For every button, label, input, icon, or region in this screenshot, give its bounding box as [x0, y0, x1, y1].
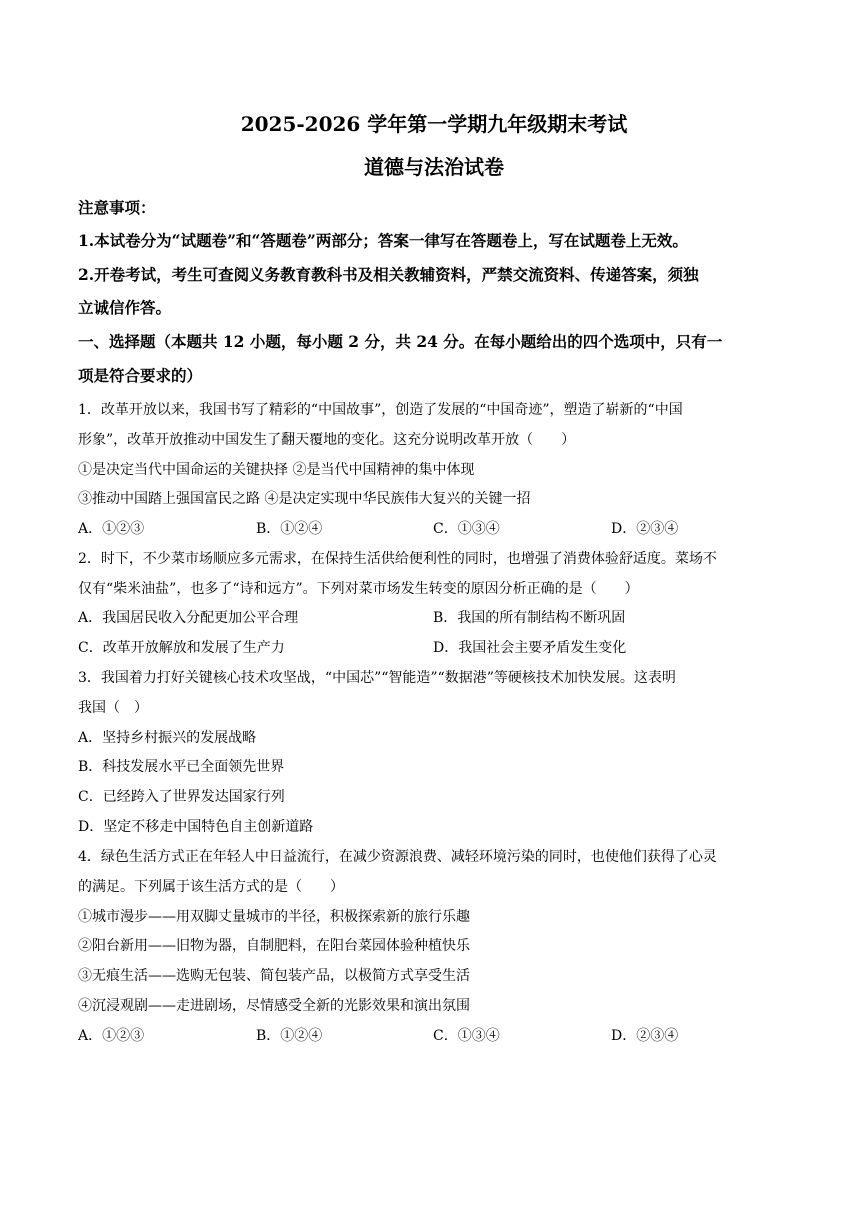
notes-item-1: 1.本试卷分为“试题卷”和“答题卷”两部分；答案一律写在答题卷上，写在试题卷上无效。 [78, 231, 688, 250]
q2-option-b[interactable]: B．我国的所有制结构不断巩固 [433, 610, 626, 626]
q2-option-d[interactable]: D．我国社会主要矛盾发生变化 [433, 640, 627, 656]
q2-stem-line-2: 仅有“柴米油盐”，也多了“诗和远方”。下列对菜市场发生转变的原因分析正确的是（ ） [78, 581, 639, 597]
q2-stem-line-1: 2．时下，不少菜市场顺应多元需求，在保持生活供给便利性的同时，也增强了消费体验舒适度。菜场不 [78, 551, 717, 567]
q4-stem-line-2: 的满足。下列属于该生活方式的是（ ） [78, 879, 344, 895]
q4-option-c[interactable]: C．①③④ [433, 1028, 500, 1044]
q1-statements-2: ③推动中国踏上强国富民之路 ④是决定实现中华民族伟大复兴的关键一招 [78, 491, 531, 507]
q4-stem-line-1: 4．绿色生活方式正在年轻人中日益流行，在减少资源浪费、减轻环境污染的同时，也使他们获得了心灵 [78, 849, 717, 865]
q4-option-a[interactable]: A．①②③ [78, 1028, 145, 1044]
q1-stem-line-1: 1．改革开放以来，我国书写了精彩的“中国故事”，创造了发展的“中国奇迹”，塑造了崭新的“中国 [78, 402, 683, 418]
q3-option-a[interactable]: A．坚持乡村振兴的发展战略 [78, 730, 257, 746]
notes-item-2-line-2: 立诚信作答。 [78, 298, 172, 317]
q1-statements-1: ①是决定当代中国命运的关键抉择 ②是当代中国精神的集中体现 [78, 462, 475, 478]
q1-option-c[interactable]: C．①③④ [433, 521, 500, 537]
q2-option-a[interactable]: A．我国居民收入分配更加公平合理 [78, 610, 299, 626]
section-heading-line-1: 一、选择题（本题共 12 小题，每小题 2 分，共 24 分。在每小题给出的四个选项中，只有一 [78, 332, 723, 351]
q4-statement-3: ③无痕生活——选购无包装、简包装产品，以极简方式享受生活 [78, 968, 470, 984]
q4-statement-1: ①城市漫步——用双脚丈量城市的半径，积极探索新的旅行乐趣 [78, 909, 470, 925]
q2-option-c[interactable]: C．改革开放解放和发展了生产力 [78, 640, 285, 656]
q1-option-a[interactable]: A．①②③ [78, 521, 145, 537]
q3-option-d[interactable]: D．坚定不移走中国特色自主创新道路 [78, 819, 314, 835]
notes-heading: 注意事项： [78, 198, 156, 217]
q1-stem-line-2: 形象”，改革开放推动中国发生了翻天覆地的变化。这充分说明改革开放（ ） [78, 432, 576, 448]
notes-item-2-line-1: 2.开卷考试，考生可查阅义务教育教科书及相关教辅资料，严禁交流资料、传递答案，须独 [78, 265, 699, 284]
q3-option-c[interactable]: C．已经跨入了世界发达国家行列 [78, 789, 285, 805]
q4-option-d[interactable]: D．②③④ [611, 1028, 679, 1044]
exam-subject: 道德与法治试卷 [364, 155, 504, 179]
q3-stem-line-1: 3．我国着力打好关键核心技术攻坚战，“中国芯”“智能造”“数据港”等硬核技术加快发展。这表明 [78, 670, 676, 686]
q1-option-d[interactable]: D．②③④ [611, 521, 679, 537]
exam-title: 2025-2026 学年第一学期九年级期末考试 [240, 112, 628, 136]
section-heading-line-2: 项是符合要求的） [78, 366, 203, 385]
q4-statement-2: ②阳台新用——旧物为器，自制肥料，在阳台菜园体验种植快乐 [78, 938, 470, 954]
q4-option-b[interactable]: B．①②④ [256, 1028, 323, 1044]
q3-option-b[interactable]: B．科技发展水平已全面领先世界 [78, 759, 285, 775]
q3-stem-line-2: 我国（ ） [78, 700, 148, 716]
q4-statement-4: ④沉浸观剧——走进剧场，尽情感受全新的光影效果和演出氛围 [78, 998, 470, 1014]
q1-option-b[interactable]: B．①②④ [256, 521, 323, 537]
